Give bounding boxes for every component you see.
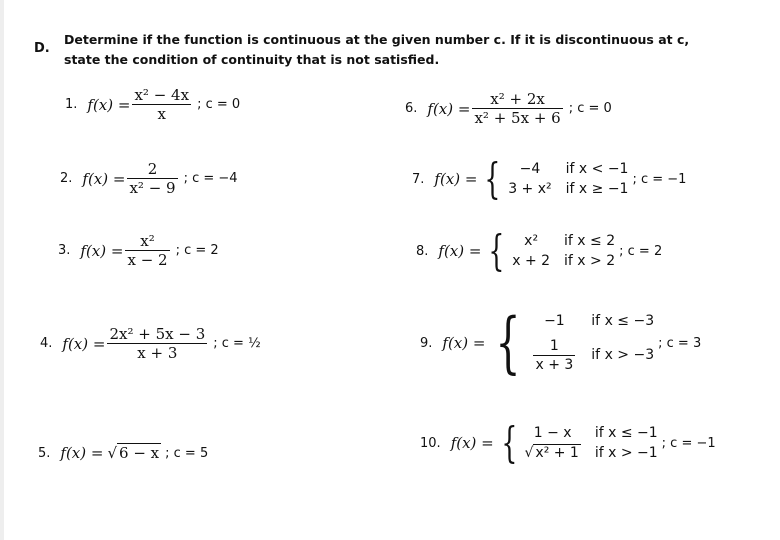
numerator: 2 xyxy=(147,160,158,178)
denominator: x − 2 xyxy=(127,251,168,269)
numerator: x² + 2x xyxy=(490,90,545,108)
problem-number: 4. xyxy=(40,336,53,351)
problem-4 xyxy=(40,325,261,362)
c-value: ; c = −4 xyxy=(183,171,238,186)
problem-8 xyxy=(416,226,663,275)
case-2-condition: if x > −3 xyxy=(591,347,655,363)
piecewise-cases xyxy=(524,425,657,461)
problem-3 xyxy=(58,232,219,269)
function-label: f(x) = xyxy=(80,241,124,260)
numerator: x² − 4x xyxy=(134,86,190,104)
fraction xyxy=(125,232,169,269)
problem-number: 6. xyxy=(405,101,418,116)
function-label: f(x) = xyxy=(62,334,106,353)
problem-2 xyxy=(60,160,238,197)
instruction-line-2: state the condition of continuity that is not satisfied. xyxy=(64,52,440,67)
left-edge-shade xyxy=(0,0,4,540)
left-brace: { xyxy=(495,304,522,381)
case-1-expression: 1 − x xyxy=(533,425,572,441)
left-brace: { xyxy=(484,154,501,203)
fraction xyxy=(127,160,177,197)
instruction-line-1: Determine if the function is continuous at the given number c. If it is discontinuous at c, xyxy=(64,32,690,47)
case-1-expression: x² xyxy=(524,233,539,249)
radicand: x² + 1 xyxy=(535,445,579,461)
problem-number: 1. xyxy=(65,97,78,112)
function-label: f(x) = xyxy=(87,95,131,114)
left-brace: { xyxy=(501,418,518,467)
problem-number: 8. xyxy=(416,243,429,259)
case-1-condition: if x ≤ −3 xyxy=(591,312,655,329)
case-1-expression: −4 xyxy=(519,161,541,177)
c-value: ; c = −1 xyxy=(661,435,716,451)
c-value: ; c = 5 xyxy=(165,445,209,461)
case-2-condition: if x > 2 xyxy=(564,253,616,269)
problem-number: 3. xyxy=(58,243,71,258)
problem-10 xyxy=(420,418,716,467)
fraction xyxy=(132,86,191,123)
fraction xyxy=(472,90,562,127)
radicand: 6 − x xyxy=(119,444,160,462)
function-label: f(x) = xyxy=(442,334,486,352)
c-value: ; c = 2 xyxy=(619,243,663,259)
problem-5 xyxy=(38,444,208,462)
denominator: x² + 5x + 6 xyxy=(474,109,561,127)
square-root: √ 6 − x xyxy=(107,444,160,462)
case-1-expression: −1 xyxy=(544,312,565,329)
case-2-square-root: √ x² + 1 xyxy=(524,445,579,461)
problem-7 xyxy=(412,154,687,203)
problem-6 xyxy=(405,90,612,127)
problem-number: 2. xyxy=(60,171,73,186)
function-label: f(x) = xyxy=(60,444,104,462)
numerator: 1 xyxy=(549,337,559,354)
c-value: ; c = −1 xyxy=(632,171,687,187)
problem-number: 5. xyxy=(38,445,51,461)
problem-number: 9. xyxy=(420,335,433,351)
case-2-condition: if x > −1 xyxy=(594,445,658,461)
function-label: f(x) = xyxy=(82,169,126,188)
section-label: D. xyxy=(34,41,50,56)
problem-number: 10. xyxy=(420,435,441,451)
problem-number: 7. xyxy=(412,171,425,187)
function-label: f(x) = xyxy=(427,99,471,118)
case-2-expression: x + 2 xyxy=(512,253,551,269)
denominator: x xyxy=(132,104,191,123)
piecewise-cases xyxy=(531,313,654,374)
c-value: ; c = 2 xyxy=(175,243,219,258)
denominator: x² − 9 xyxy=(129,179,176,197)
fraction xyxy=(107,325,207,362)
left-brace: { xyxy=(488,226,505,275)
denominator: x + 3 xyxy=(535,356,574,373)
c-value: ; c = 0 xyxy=(197,97,241,112)
case-1-condition: if x ≤ 2 xyxy=(564,233,616,249)
numerator: x² xyxy=(140,232,155,250)
function-label: f(x) = xyxy=(434,170,478,188)
c-value: ; c = ½ xyxy=(213,336,261,351)
case-2-fraction xyxy=(533,337,575,374)
case-1-condition: if x ≤ −1 xyxy=(594,425,658,441)
c-value: ; c = 3 xyxy=(658,335,702,351)
function-label: f(x) = xyxy=(438,242,482,260)
c-value: ; c = 0 xyxy=(568,101,612,116)
problem-1 xyxy=(65,86,240,123)
function-label: f(x) = xyxy=(450,434,494,452)
case-2-condition: if x ≥ −1 xyxy=(565,181,629,197)
denominator: x + 3 xyxy=(107,343,207,362)
numerator: 2x² + 5x − 3 xyxy=(109,325,206,343)
case-2-expression: 3 + x² xyxy=(508,181,552,197)
problem-9 xyxy=(420,304,702,381)
piecewise-cases xyxy=(512,233,615,269)
piecewise-cases xyxy=(508,161,628,197)
case-1-condition: if x < −1 xyxy=(565,161,629,177)
